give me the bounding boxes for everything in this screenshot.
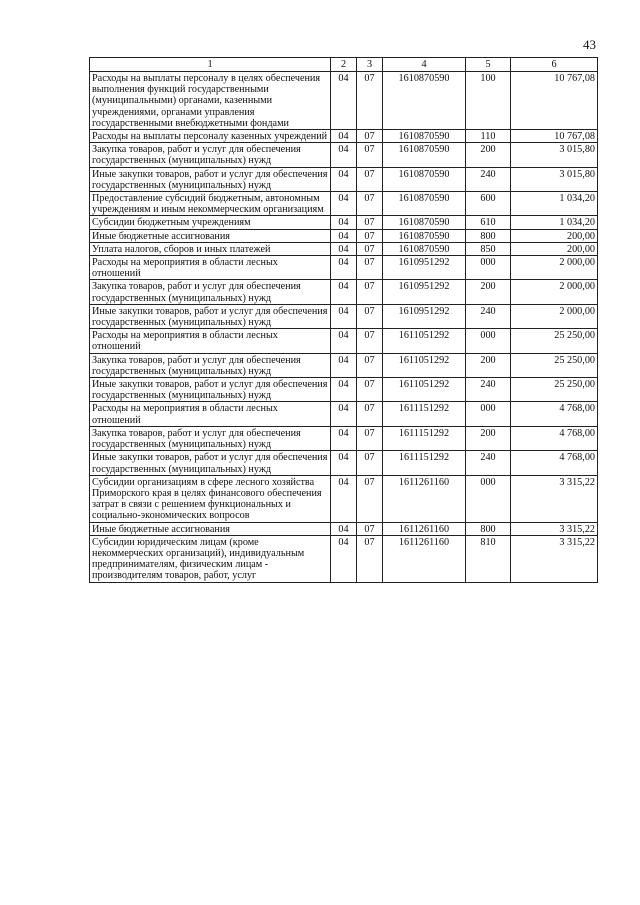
row-target-code-cell: 1610951292 xyxy=(383,256,466,280)
row-target-code-cell: 1610870590 xyxy=(383,167,466,191)
row-name-cell: Субсидии бюджетным учреждениям xyxy=(90,216,331,229)
row-amount-cell: 2 000,00 xyxy=(511,280,598,304)
header-col-2: 2 xyxy=(331,58,357,72)
table-row xyxy=(90,426,598,450)
row-amount-cell: 200,00 xyxy=(511,242,598,255)
page-number: 43 xyxy=(583,37,596,52)
table-row xyxy=(90,72,598,130)
row-subsection-cell: 07 xyxy=(357,451,383,475)
row-amount-cell: 3 315,22 xyxy=(511,475,598,522)
table-row xyxy=(90,130,598,143)
header-col-4: 4 xyxy=(383,58,466,72)
row-amount-cell: 3 315,22 xyxy=(511,522,598,535)
row-name-cell: Субсидии юридическим лицам (кроме некоммерческих организаций), индивидуальным предпринимателям, физическим лицам - производителям товаров, работ, услуг xyxy=(90,535,331,582)
row-amount-cell: 3 015,80 xyxy=(511,143,598,167)
table-row xyxy=(90,451,598,475)
row-subsection-cell: 07 xyxy=(357,304,383,328)
row-name-cell: Закупка товаров, работ и услуг для обеспечения государственных (муниципальных) нужд xyxy=(90,353,331,377)
row-subsection-cell: 07 xyxy=(357,426,383,450)
row-name-cell: Иные закупки товаров, работ и услуг для обеспечения государственных (муниципальных) нужд xyxy=(90,304,331,328)
row-name-cell: Закупка товаров, работ и услуг для обеспечения государственных (муниципальных) нужд xyxy=(90,426,331,450)
row-section-cell: 04 xyxy=(331,378,357,402)
table-row xyxy=(90,475,598,522)
row-name-cell: Расходы на мероприятия в области лесных отношений xyxy=(90,329,331,353)
row-expense-type-cell: 240 xyxy=(466,451,511,475)
row-target-code-cell: 1610870590 xyxy=(383,143,466,167)
row-subsection-cell: 07 xyxy=(357,229,383,242)
row-target-code-cell: 1610870590 xyxy=(383,130,466,143)
row-expense-type-cell: 850 xyxy=(466,242,511,255)
table-row xyxy=(90,192,598,216)
table-row xyxy=(90,229,598,242)
row-subsection-cell: 07 xyxy=(357,216,383,229)
row-target-code-cell: 1611051292 xyxy=(383,378,466,402)
row-target-code-cell: 1611151292 xyxy=(383,426,466,450)
row-target-code-cell: 1610870590 xyxy=(383,216,466,229)
row-target-code-cell: 1610870590 xyxy=(383,192,466,216)
row-expense-type-cell: 800 xyxy=(466,522,511,535)
row-expense-type-cell: 800 xyxy=(466,229,511,242)
row-name-cell: Иные закупки товаров, работ и услуг для обеспечения государственных (муниципальных) нужд xyxy=(90,451,331,475)
row-name-cell: Субсидии организациям в сфере лесного хозяйства Приморского края в целях финансового обеспечения затрат в связи с решением функциональных и социально-экономических вопросов xyxy=(90,475,331,522)
row-name-cell: Расходы на мероприятия в области лесных отношений xyxy=(90,256,331,280)
table-row xyxy=(90,402,598,426)
row-amount-cell: 2 000,00 xyxy=(511,256,598,280)
row-subsection-cell: 07 xyxy=(357,378,383,402)
row-expense-type-cell: 240 xyxy=(466,167,511,191)
row-amount-cell: 200,00 xyxy=(511,229,598,242)
row-expense-type-cell: 200 xyxy=(466,426,511,450)
row-amount-cell: 25 250,00 xyxy=(511,329,598,353)
row-name-cell: Иные бюджетные ассигнования xyxy=(90,522,331,535)
table-row xyxy=(90,304,598,328)
row-amount-cell: 4 768,00 xyxy=(511,402,598,426)
row-expense-type-cell: 240 xyxy=(466,304,511,328)
table-row xyxy=(90,280,598,304)
budget-table xyxy=(89,57,598,583)
row-section-cell: 04 xyxy=(331,143,357,167)
row-amount-cell: 3 015,80 xyxy=(511,167,598,191)
row-section-cell: 04 xyxy=(331,256,357,280)
row-expense-type-cell: 100 xyxy=(466,72,511,130)
row-subsection-cell: 07 xyxy=(357,130,383,143)
table-row xyxy=(90,522,598,535)
table-header-row xyxy=(90,58,598,72)
table-row xyxy=(90,378,598,402)
table-row xyxy=(90,143,598,167)
row-name-cell: Предоставление субсидий бюджетным, автономным учреждениям и иным некоммерческим организациям xyxy=(90,192,331,216)
row-expense-type-cell: 000 xyxy=(466,475,511,522)
row-expense-type-cell: 000 xyxy=(466,329,511,353)
row-name-cell: Уплата налогов, сборов и иных платежей xyxy=(90,242,331,255)
row-name-cell: Расходы на выплаты персоналу в целях обеспечения выполнения функций государственными (муниципальными) органами, казенными учреждениями, органами управления государственными внебюджетными фондами xyxy=(90,72,331,130)
row-target-code-cell: 1610951292 xyxy=(383,280,466,304)
table-row xyxy=(90,167,598,191)
row-amount-cell: 25 250,00 xyxy=(511,353,598,377)
row-target-code-cell: 1610870590 xyxy=(383,229,466,242)
row-name-cell: Закупка товаров, работ и услуг для обеспечения государственных (муниципальных) нужд xyxy=(90,280,331,304)
row-amount-cell: 2 000,00 xyxy=(511,304,598,328)
row-subsection-cell: 07 xyxy=(357,242,383,255)
row-name-cell: Иные бюджетные ассигнования xyxy=(90,229,331,242)
row-section-cell: 04 xyxy=(331,130,357,143)
row-target-code-cell: 1611151292 xyxy=(383,402,466,426)
row-section-cell: 04 xyxy=(331,216,357,229)
row-amount-cell: 10 767,08 xyxy=(511,130,598,143)
row-name-cell: Расходы на мероприятия в области лесных отношений xyxy=(90,402,331,426)
row-subsection-cell: 07 xyxy=(357,192,383,216)
row-target-code-cell: 1610870590 xyxy=(383,242,466,255)
header-col-3: 3 xyxy=(357,58,383,72)
row-expense-type-cell: 200 xyxy=(466,143,511,167)
row-subsection-cell: 07 xyxy=(357,329,383,353)
row-section-cell: 04 xyxy=(331,167,357,191)
row-target-code-cell: 1611261160 xyxy=(383,522,466,535)
table-row xyxy=(90,329,598,353)
row-amount-cell: 1 034,20 xyxy=(511,216,598,229)
row-section-cell: 04 xyxy=(331,304,357,328)
row-section-cell: 04 xyxy=(331,72,357,130)
row-expense-type-cell: 000 xyxy=(466,256,511,280)
row-subsection-cell: 07 xyxy=(357,353,383,377)
row-section-cell: 04 xyxy=(331,280,357,304)
row-section-cell: 04 xyxy=(331,242,357,255)
row-target-code-cell: 1611261160 xyxy=(383,535,466,582)
row-amount-cell: 1 034,20 xyxy=(511,192,598,216)
header-col-6: 6 xyxy=(511,58,598,72)
row-section-cell: 04 xyxy=(331,192,357,216)
row-expense-type-cell: 610 xyxy=(466,216,511,229)
row-subsection-cell: 07 xyxy=(357,167,383,191)
table-row xyxy=(90,256,598,280)
row-expense-type-cell: 240 xyxy=(466,378,511,402)
row-section-cell: 04 xyxy=(331,535,357,582)
row-section-cell: 04 xyxy=(331,229,357,242)
row-section-cell: 04 xyxy=(331,451,357,475)
row-expense-type-cell: 200 xyxy=(466,353,511,377)
row-expense-type-cell: 110 xyxy=(466,130,511,143)
row-amount-cell: 10 767,08 xyxy=(511,72,598,130)
row-subsection-cell: 07 xyxy=(357,256,383,280)
row-section-cell: 04 xyxy=(331,475,357,522)
row-target-code-cell: 1611051292 xyxy=(383,329,466,353)
row-section-cell: 04 xyxy=(331,522,357,535)
row-target-code-cell: 1611261160 xyxy=(383,475,466,522)
row-expense-type-cell: 600 xyxy=(466,192,511,216)
table-row xyxy=(90,535,598,582)
row-section-cell: 04 xyxy=(331,402,357,426)
row-amount-cell: 25 250,00 xyxy=(511,378,598,402)
row-name-cell: Иные закупки товаров, работ и услуг для обеспечения государственных (муниципальных) нужд xyxy=(90,378,331,402)
row-section-cell: 04 xyxy=(331,426,357,450)
row-section-cell: 04 xyxy=(331,329,357,353)
row-subsection-cell: 07 xyxy=(357,475,383,522)
table-row xyxy=(90,353,598,377)
table-row xyxy=(90,216,598,229)
row-subsection-cell: 07 xyxy=(357,280,383,304)
row-target-code-cell: 1610870590 xyxy=(383,72,466,130)
row-subsection-cell: 07 xyxy=(357,402,383,426)
table-body xyxy=(90,72,598,583)
row-target-code-cell: 1611151292 xyxy=(383,451,466,475)
row-subsection-cell: 07 xyxy=(357,535,383,582)
header-col-1: 1 xyxy=(90,58,331,72)
row-amount-cell: 3 315,22 xyxy=(511,535,598,582)
row-section-cell: 04 xyxy=(331,353,357,377)
row-name-cell: Иные закупки товаров, работ и услуг для обеспечения государственных (муниципальных) нужд xyxy=(90,167,331,191)
row-expense-type-cell: 200 xyxy=(466,280,511,304)
row-expense-type-cell: 000 xyxy=(466,402,511,426)
row-name-cell: Расходы на выплаты персоналу казенных учреждений xyxy=(90,130,331,143)
table-row xyxy=(90,242,598,255)
row-target-code-cell: 1611051292 xyxy=(383,353,466,377)
row-amount-cell: 4 768,00 xyxy=(511,451,598,475)
header-col-5: 5 xyxy=(466,58,511,72)
row-name-cell: Закупка товаров, работ и услуг для обеспечения государственных (муниципальных) нужд xyxy=(90,143,331,167)
row-subsection-cell: 07 xyxy=(357,72,383,130)
row-amount-cell: 4 768,00 xyxy=(511,426,598,450)
row-subsection-cell: 07 xyxy=(357,143,383,167)
row-expense-type-cell: 810 xyxy=(466,535,511,582)
row-target-code-cell: 1610951292 xyxy=(383,304,466,328)
row-subsection-cell: 07 xyxy=(357,522,383,535)
